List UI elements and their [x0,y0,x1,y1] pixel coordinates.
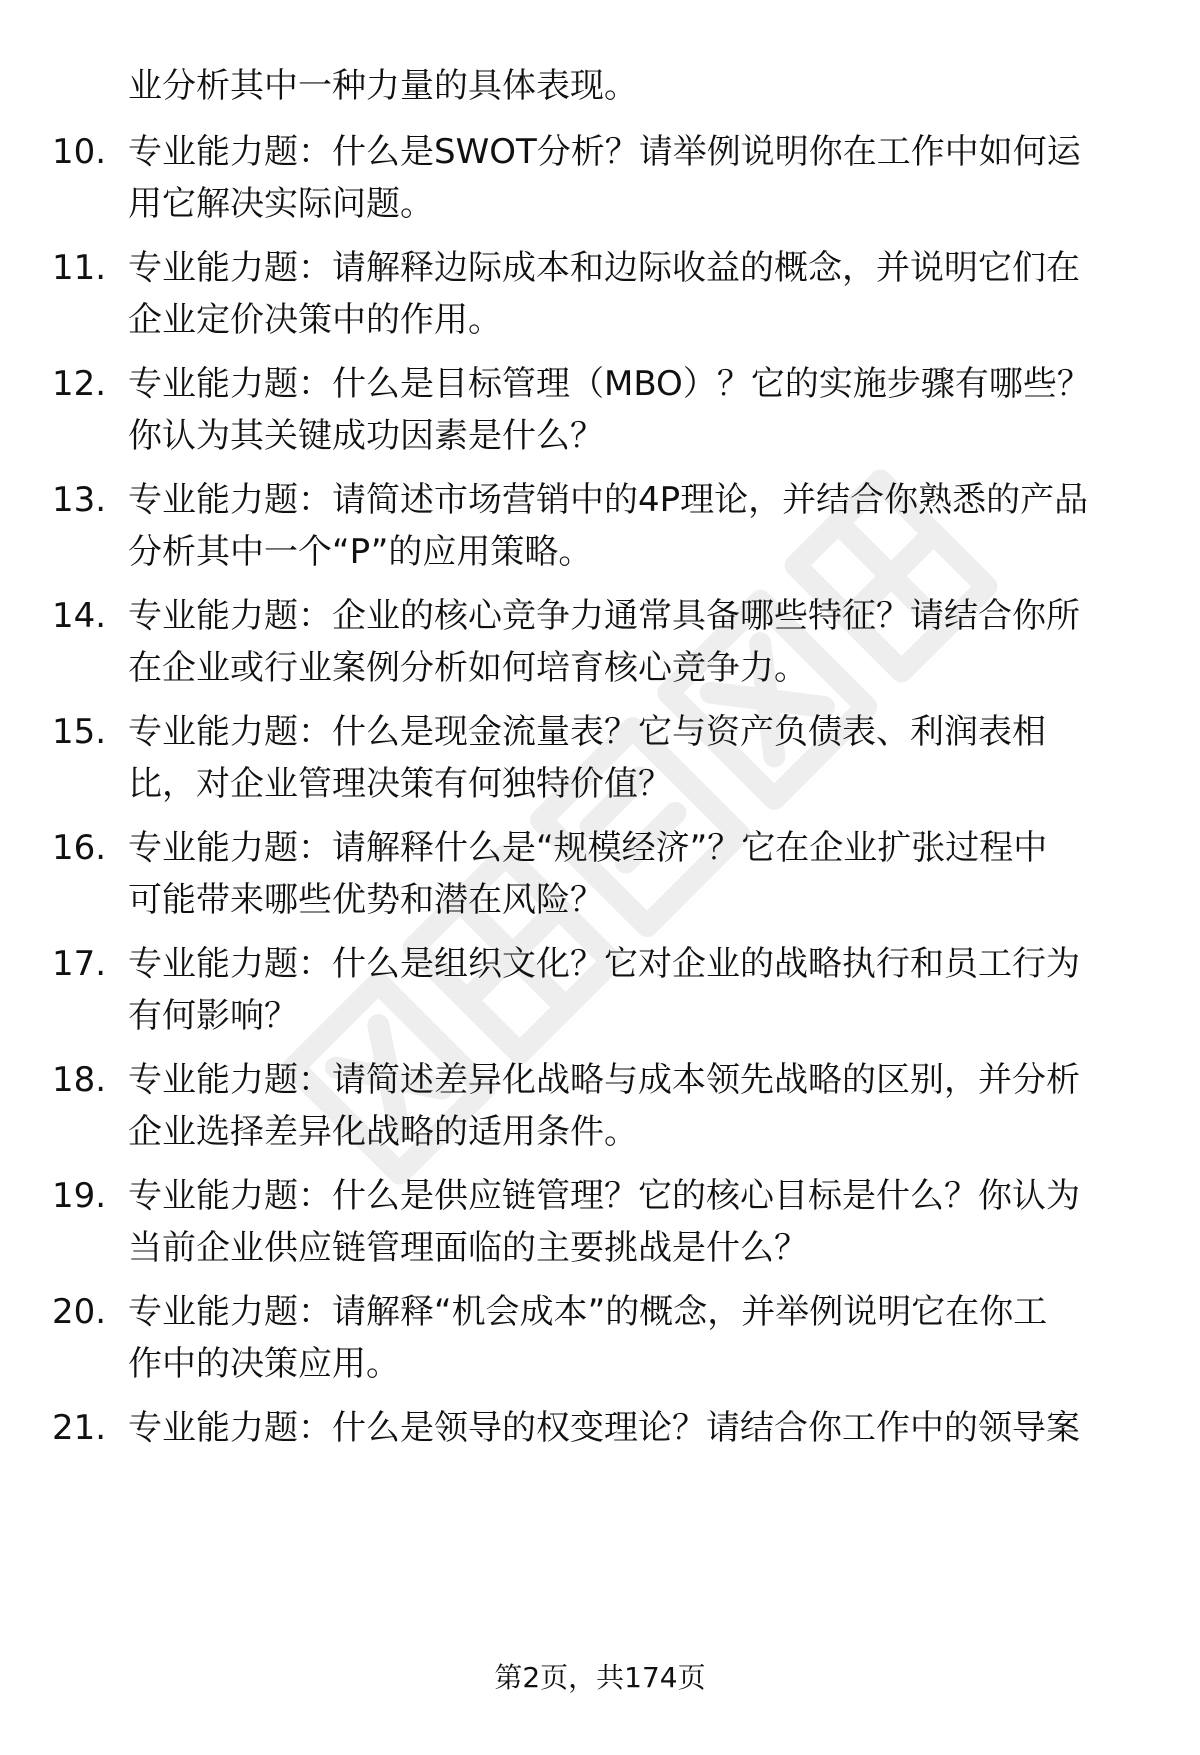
question-line: 专业能力题：企业的核心竞争力通常具备哪些特征？请结合你所 [128,596,1080,636]
question-line: 专业能力题：请解释边际成本和边际收益的概念，并说明它们在 [128,248,1080,288]
question-line: 当前企业供应链管理面临的主要挑战是什么？ [128,1228,808,1268]
question-line: 专业能力题：请解释“机会成本”的概念，并举例说明它在你工 [128,1292,1048,1332]
question-number: 17. [52,944,107,984]
question-line: 你认为其关键成功因素是什么？ [128,416,604,456]
question-text [128,1056,1148,1160]
question-number: 20. [52,1292,107,1332]
question-text [128,1288,1148,1392]
question-number: 21. [52,1408,107,1448]
question-number: 16. [52,828,107,868]
continuation-text: 业分析其中一种力量的具体表现。 [128,66,638,106]
question-number: 13. [52,480,107,520]
question-number: 14. [52,596,107,636]
question-line: 比，对企业管理决策有何独特价值？ [128,764,672,804]
question-line: 分析其中一个“P”的应用策略。 [128,532,593,572]
question-number: 15. [52,712,107,752]
question-line: 有何影响？ [128,996,298,1036]
question-text [128,128,1148,232]
question-line: 专业能力题：请简述市场营销中的4P理论，并结合你熟悉的产品 [128,480,1089,520]
question-text [128,244,1148,348]
question-line: 专业能力题：什么是目标管理（MBO）？它的实施步骤有哪些？ [128,364,1091,404]
page-footer: 第2页，共174页 [494,1661,706,1694]
question-text [128,708,1148,812]
question-line: 可能带来哪些优势和潜在风险？ [128,880,604,920]
question-text [128,476,1148,580]
question-line: 专业能力题：什么是领导的权变理论？请结合你工作中的领导案 [128,1408,1080,1448]
question-number: 12. [52,364,107,404]
question-text [128,360,1148,464]
question-text [128,592,1148,696]
question-line: 专业能力题：请解释什么是“规模经济”？它在企业扩张过程中 [128,828,1048,868]
question-line: 企业选择差异化战略的适用条件。 [128,1112,638,1152]
question-line: 专业能力题：什么是SWOT分析？请举例说明你在工作中如何运 [128,132,1081,172]
question-line: 专业能力题：什么是组织文化？它对企业的战略执行和员工行为 [128,944,1080,984]
question-number: 10. [52,132,107,172]
question-line: 专业能力题：请简述差异化战略与成本领先战略的区别，并分析 [128,1060,1080,1100]
question-line: 作中的决策应用。 [128,1344,400,1384]
question-text [128,1172,1148,1276]
question-number: 11. [52,248,107,288]
question-text [128,940,1148,1044]
question-text [128,824,1148,928]
question-line: 用它解决实际问题。 [128,184,434,224]
question-text [128,1404,1148,1456]
question-number: 18. [52,1060,107,1100]
question-line: 企业定价决策中的作用。 [128,300,502,340]
question-number: 19. [52,1176,107,1216]
question-line: 专业能力题：什么是现金流量表？它与资产负债表、利润表相 [128,712,1046,752]
question-line: 专业能力题：什么是供应链管理？它的核心目标是什么？你认为 [128,1176,1080,1216]
question-line: 在企业或行业案例分析如何培育核心竞争力。 [128,648,808,688]
